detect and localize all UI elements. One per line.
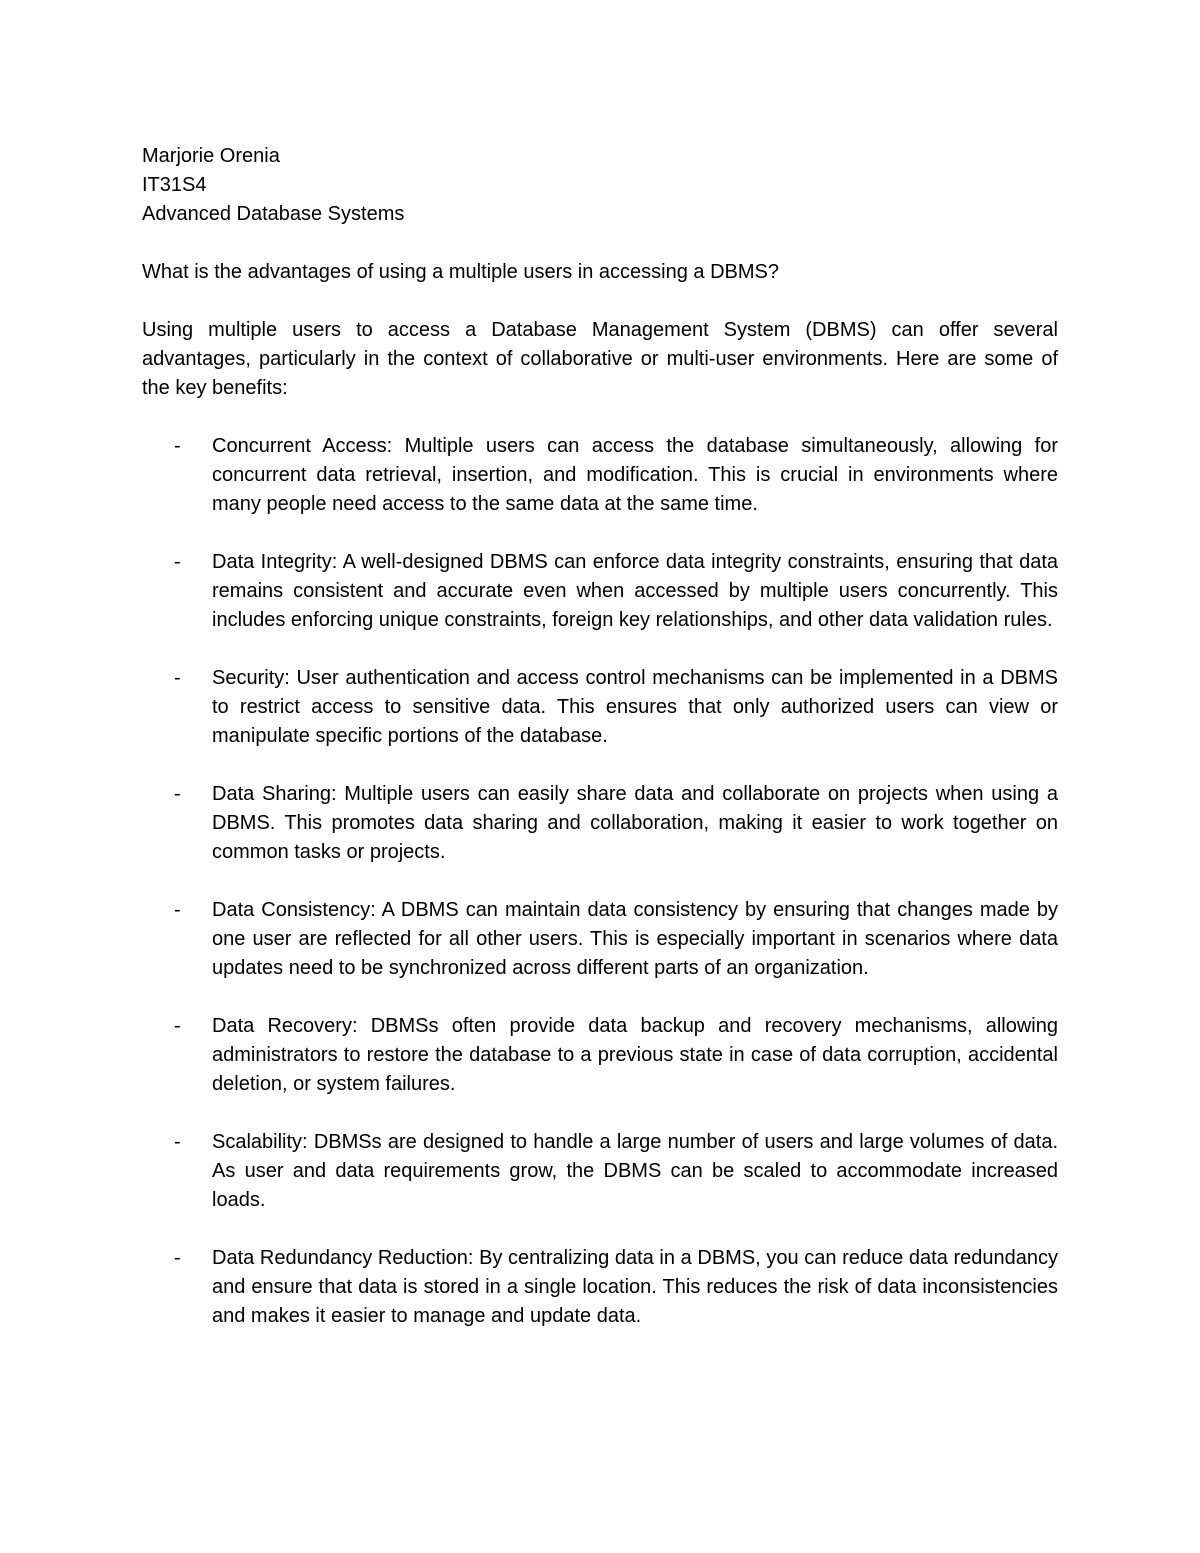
bullet-dash: - xyxy=(174,783,181,805)
list-item-text: Data Consistency: A DBMS can maintain data consistency by ensuring that changes made by one user are reflected for all other users. This is especially important in scenarios where data updates need to be synchronized across different parts of an organization. xyxy=(212,899,1058,979)
bullet-dash: - xyxy=(174,435,181,457)
intro-paragraph: Using multiple users to access a Database Management System (DBMS) can offer several advantages, particularly in the context of collaborative or multi-user environments. Here are some of the key benefits: xyxy=(142,319,1058,399)
section-code: IT31S4 xyxy=(142,174,207,196)
bullet-dash: - xyxy=(174,1131,181,1153)
list-item-text: Data Sharing: Multiple users can easily share data and collaborate on projects when using a DBMS. This promotes data sharing and collaboration, making it easier to work together on common tasks or projects. xyxy=(212,783,1058,863)
author-name: Marjorie Orenia xyxy=(142,145,280,167)
list-item xyxy=(142,896,1058,983)
list-item-text: Concurrent Access: Multiple users can access the database simultaneously, allowing for concurrent data retrieval, insertion, and modification. This is crucial in environments where many people need access to the same data at the same time. xyxy=(212,435,1058,515)
bullet-dash: - xyxy=(174,1247,181,1269)
list-item-text: Security: User authentication and access control mechanisms can be implemented in a DBMS to restrict access to sensitive data. This ensures that only authorized users can view or manipulate specific portions of the database. xyxy=(212,667,1058,747)
question-text: What is the advantages of using a multiple users in accessing a DBMS? xyxy=(142,261,779,283)
list-item-text: Scalability: DBMSs are designed to handle a large number of users and large volumes of data. As user and data requirements grow, the DBMS can be scaled to accommodate increased loads. xyxy=(212,1131,1058,1211)
list-item xyxy=(142,432,1058,519)
list-item xyxy=(142,1244,1058,1331)
list-item xyxy=(142,548,1058,635)
document-body xyxy=(142,142,1058,1360)
list-item xyxy=(142,1012,1058,1099)
course-title: Advanced Database Systems xyxy=(142,203,405,225)
benefits-list xyxy=(142,432,1058,1331)
bullet-dash: - xyxy=(174,899,181,921)
bullet-dash: - xyxy=(174,1015,181,1037)
list-item-text: Data Integrity: A well-designed DBMS can enforce data integrity constraints, ensuring that data remains consistent and accurate even when accessed by multiple users concurrently. This includes enforcing unique constraints, foreign key relationships, and other data validation rules. xyxy=(212,551,1058,631)
list-item xyxy=(142,780,1058,867)
list-item-text: Data Recovery: DBMSs often provide data backup and recovery mechanisms, allowing administrators to restore the database to a previous state in case of data corruption, accidental deletion, or system failures. xyxy=(212,1015,1058,1095)
list-item xyxy=(142,1128,1058,1215)
list-item-text: Data Redundancy Reduction: By centralizing data in a DBMS, you can reduce data redundancy and ensure that data is stored in a single location. This reduces the risk of data inconsistencies and makes it easier to manage and update data. xyxy=(212,1247,1058,1327)
list-item xyxy=(142,664,1058,751)
bullet-dash: - xyxy=(174,667,181,689)
bullet-dash: - xyxy=(174,551,181,573)
